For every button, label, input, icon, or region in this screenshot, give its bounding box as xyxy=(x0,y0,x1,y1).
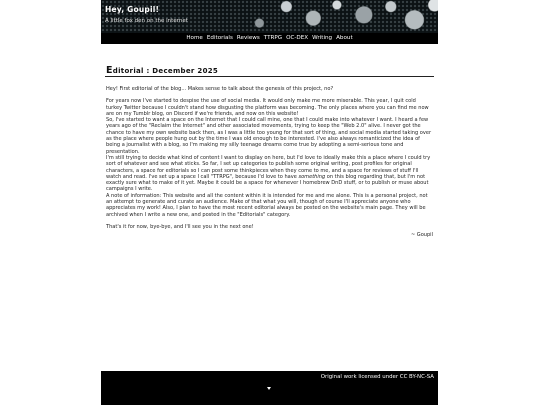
license-notice[interactable]: Original work licensed under CC BY-NC-SA xyxy=(320,374,434,380)
nav-link-reviews[interactable]: Reviews xyxy=(236,35,260,41)
paragraph-reclaim-internet: So, I've started to want a space on the Internet that I could call mine, one that I could make into whatever I want. I heard a few years ago of the "Reclaim the Internet" and other associated movements, trying to keep the "Web 2.0" alive. I never got the chance to have my own website back then, as I was a little too young for that sort of thing, and social media started taking over as the place where people hung out by the time I was old enough to be interested. I've also always romanticized the idea of being a journalist with a blog, so I'm making my silly teenage dreams come true by adopting a semi-serious tone and presentation. xyxy=(106,117,432,155)
post-body xyxy=(106,86,433,239)
paragraph-content-plans-part-2: on this blog regarding that, but I'm not exactly sure what to make of it yet. Maybe it could be a space for whenever I homebrew DnD stuff, or to publish or muse about campaigns I write. xyxy=(106,173,429,193)
site-banner xyxy=(101,0,438,33)
page-frame xyxy=(101,0,438,405)
nav-link-editorials[interactable]: Editorials xyxy=(206,35,233,41)
site-footer xyxy=(101,371,438,405)
nav-link-about[interactable]: About xyxy=(336,35,353,41)
nav-link-oc-dex[interactable]: OC-DEX xyxy=(286,35,309,41)
title-divider xyxy=(105,76,434,77)
nav-link-ttrpg[interactable]: TTRPG xyxy=(263,35,283,41)
paragraph-note: A note of information: This website and all the content within it is intended for me and me alone. This is a personal project, not an attempt to generate and curate an audience. Make of that what you will, though of course I'll appreciate anyone who appreciates my work! Also, I plan to have the most recent editorial always be posted on the website's main page. They will be archived when I write a new one, and posted in the "Editorials" category. xyxy=(106,192,428,218)
emphasis-something: something xyxy=(298,173,326,180)
main-content xyxy=(101,44,438,371)
nav-link-home[interactable]: Home xyxy=(186,35,203,41)
paragraph-intro: Hey! First editorial of the blog... Makes sense to talk about the genesis of this project, no? xyxy=(106,86,334,92)
paragraph-content-plans-part-1: I'm still trying to decide what kind of content I want to display on here, but I'd love to ideally make this a place where I could try sort of whatever and see what sticks. So far, I set up categories to publish some original writing, post profiles for original characters, a space for editorials so I can post some thinkpieces when they come to me, and a space for reviews of stuff I'll watch and read. I've set up a space I call "TTRPG", because I'd love to have xyxy=(106,154,431,180)
nav-link-writing[interactable]: Writing xyxy=(312,35,333,41)
chevron-down-icon[interactable] xyxy=(267,387,271,390)
paragraph-outro: That's it for now, bye-bye, and I'll see you in the next one! xyxy=(106,223,254,230)
site-tagline: A little fox den on the internet xyxy=(105,18,188,24)
main-nav xyxy=(101,33,438,44)
paragraph-social-media: For years now I've started to despise the use of social media. It would only make me more miserable. This year, I quit cold turkey Twitter because I couldn't stand how disgusting the platform was becoming. The only places where you can find me now are on my Tumblr blog, on Discord if we're friends, and now on this website! xyxy=(106,98,429,117)
paragraph-content-plans xyxy=(106,155,433,193)
post-title-initial: E xyxy=(106,65,113,76)
post-title xyxy=(106,65,218,76)
post-title-rest: ditorial : December 2025 xyxy=(112,67,219,75)
site-title[interactable]: Hey, Goupil! xyxy=(105,5,160,14)
signature: ~ Goupil xyxy=(410,232,433,239)
